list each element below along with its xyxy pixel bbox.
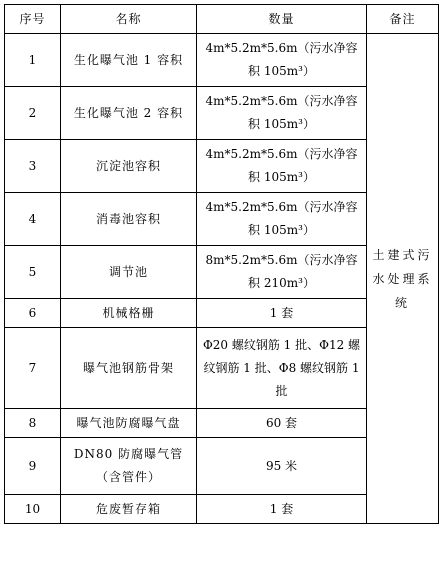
equipment-table — [4, 4, 439, 524]
row-quantity: 4m*5.2m*5.6m（污水净容积 105m³） — [197, 34, 367, 87]
row-name: 调节池 — [61, 246, 197, 299]
row-quantity: 4m*5.2m*5.6m（污水净容积 105m³） — [197, 87, 367, 140]
row-name: 沉淀池容积 — [61, 140, 197, 193]
header-name: 名称 — [61, 5, 197, 34]
header-remark: 备注 — [367, 5, 439, 34]
row-quantity: 95 米 — [197, 438, 367, 495]
row-name: 危废暂存箱 — [61, 495, 197, 524]
row-name: 机械格栅 — [61, 299, 197, 328]
row-name: DN80 防腐曝气管（含管件） — [61, 438, 197, 495]
row-index: 1 — [5, 34, 61, 87]
table-header-row — [5, 5, 439, 34]
row-index: 10 — [5, 495, 61, 524]
row-index: 9 — [5, 438, 61, 495]
header-quantity: 数量 — [197, 5, 367, 34]
row-index: 5 — [5, 246, 61, 299]
row-index: 7 — [5, 328, 61, 409]
row-remark: 土建式污水处理系统 — [367, 34, 439, 524]
row-quantity: 4m*5.2m*5.6m（污水净容积 105m³） — [197, 140, 367, 193]
row-name: 曝气池防腐曝气盘 — [61, 409, 197, 438]
row-name: 生化曝气池 2 容积 — [61, 87, 197, 140]
row-name: 生化曝气池 1 容积 — [61, 34, 197, 87]
row-name: 消毒池容积 — [61, 193, 197, 246]
row-quantity: 8m*5.2m*5.6m（污水净容积 210m³） — [197, 246, 367, 299]
row-quantity: Φ20 螺纹钢筋 1 批、Φ12 螺纹钢筋 1 批、Φ8 螺纹钢筋 1 批 — [197, 328, 367, 409]
header-index: 序号 — [5, 5, 61, 34]
row-quantity: 1 套 — [197, 299, 367, 328]
row-quantity: 4m*5.2m*5.6m（污水净容积 105m³） — [197, 193, 367, 246]
row-index: 3 — [5, 140, 61, 193]
row-index: 4 — [5, 193, 61, 246]
row-quantity: 60 套 — [197, 409, 367, 438]
row-index: 8 — [5, 409, 61, 438]
row-name: 曝气池钢筋骨架 — [61, 328, 197, 409]
row-quantity: 1 套 — [197, 495, 367, 524]
row-index: 2 — [5, 87, 61, 140]
row-index: 6 — [5, 299, 61, 328]
table-row — [5, 34, 439, 87]
